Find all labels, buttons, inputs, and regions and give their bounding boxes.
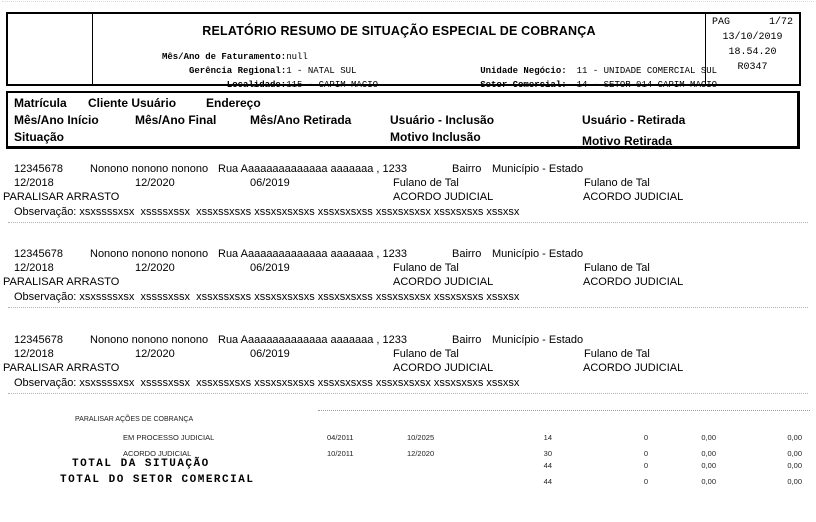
record-separator <box>8 222 808 223</box>
record-mes-final: 12/2020 <box>135 177 175 189</box>
summary-row-zero: 0 <box>643 433 648 442</box>
col-endereco: Endereço <box>206 96 261 110</box>
record-motivo-inclusao: ACORDO JUDICIAL <box>393 191 494 203</box>
faturamento-label: Mês/Ano de Faturamento: <box>161 52 287 62</box>
column-headers-box <box>6 91 800 149</box>
total-setor-value1: 0,00 <box>701 477 716 486</box>
record-block <box>0 329 816 399</box>
summary-row-value1: 0,00 <box>701 449 716 458</box>
total-setor-value2: 0,00 <box>787 477 802 486</box>
record-observacao: Observação: xsxssssxsx xssssxssx xssxssxsxs xssxsxsxsxs xssxsxsxss xssxsxsxsx xssxsxsxs xssxsx <box>14 291 520 303</box>
summary-row-date-start: 04/2011 <box>327 433 354 442</box>
total-setor-zero: 0 <box>643 477 648 486</box>
record-usuario-inclusao: Fulano de Tal <box>393 177 459 189</box>
col-motivo-retirada: Motivo Retirada <box>582 134 673 148</box>
record-usuario-retirada: Fulano de Tal <box>584 177 650 189</box>
col-matricula: Matrícula <box>14 96 67 110</box>
record-situacao: PARALISAR ARRASTO <box>3 362 120 374</box>
total-setor-row <box>0 474 816 488</box>
col-mes-final: Mês/Ano Final <box>135 113 217 127</box>
gerencia-label: Gerência Regional: <box>189 66 287 76</box>
record-observacao: Observação: xsxssssxsx xssssxssx xssxssxsxs xssxsxsxsxs xssxsxsxss xssxsxsxsx xssxsxsxs xssxsx <box>14 206 520 218</box>
page-info-box <box>705 14 799 84</box>
header-center-cell <box>93 14 718 90</box>
total-situacao-count: 44 <box>543 461 552 470</box>
record-separator <box>8 307 808 308</box>
record-municipio: Município - Estado <box>492 334 584 346</box>
summary-row-label: ACORDO JUDICIAL <box>123 449 192 458</box>
report-date: 13/10/2019 <box>722 32 783 43</box>
header-empty-cell <box>8 14 93 84</box>
summary-group-title: PARALISAR AÇÕES DE COBRANÇA <box>75 416 194 423</box>
total-situacao-value1: 0,00 <box>701 461 716 470</box>
setor-label: Setor Comercial: <box>480 80 567 90</box>
page-label: PAG <box>712 17 731 28</box>
summary-row-value2: 0,00 <box>787 449 802 458</box>
summary-row-value1: 0,00 <box>701 433 716 442</box>
summary-row-count: 30 <box>543 449 552 458</box>
total-setor-count: 44 <box>543 477 552 486</box>
record-matricula: 12345678 <box>14 334 63 346</box>
localidade-label: Localidade: <box>226 80 287 90</box>
record-usuario-retirada: Fulano de Tal <box>584 348 650 360</box>
summary-row-label: EM PROCESSO JUDICIAL <box>123 433 215 442</box>
record-usuario-inclusao: Fulano de Tal <box>393 348 459 360</box>
record-mes-retirada: 06/2019 <box>250 348 290 360</box>
record-block <box>0 158 816 228</box>
total-situacao-label: TOTAL DA SITUAÇÃO <box>72 458 210 470</box>
record-matricula: 12345678 <box>14 248 63 260</box>
record-mes-final: 12/2020 <box>135 262 175 274</box>
record-mes-inicio: 12/2018 <box>14 177 54 189</box>
record-mes-inicio: 12/2018 <box>14 348 54 360</box>
summary-row-value2: 0,00 <box>787 433 802 442</box>
report-code: R0347 <box>737 62 768 73</box>
total-situacao-row <box>0 458 816 472</box>
col-mes-inicio: Mês/Ano Início <box>14 113 99 127</box>
setor-value: 14 - SETOR 014 CAPIM MACIO <box>576 80 718 90</box>
col-mes-retirada: Mês/Ano Retirada <box>250 113 352 127</box>
total-situacao-value2: 0,00 <box>787 461 802 470</box>
localidade-value: 115 - CAPIM MACIO <box>286 80 379 90</box>
report-header-table <box>6 12 801 90</box>
record-mes-retirada: 06/2019 <box>250 177 290 189</box>
col-motivo-inclusao: Motivo Inclusão <box>390 130 481 144</box>
record-situacao: PARALISAR ARRASTO <box>3 191 120 203</box>
record-mes-inicio: 12/2018 <box>14 262 54 274</box>
record-mes-final: 12/2020 <box>135 348 175 360</box>
record-usuario-retirada: Fulano de Tal <box>584 262 650 274</box>
record-cliente: Nonono nonono nonono <box>90 334 209 346</box>
summary-row <box>0 433 816 447</box>
record-municipio: Município - Estado <box>492 163 584 175</box>
total-situacao-zero: 0 <box>643 461 648 470</box>
col-usuario-inclusao: Usuário - Inclusão <box>390 113 495 127</box>
col-usuario-retirada: Usuário - Retirada <box>582 113 686 127</box>
gerencia-value: 1 - NATAL SUL <box>286 66 357 76</box>
unidade-label: Unidade Negócio: <box>480 66 567 76</box>
record-endereco: Rua Aaaaaaaaaaaaaa aaaaaaa , 1233 <box>218 334 408 346</box>
faturamento-value: null <box>286 52 308 62</box>
record-motivo-retirada: ACORDO JUDICIAL <box>583 276 684 288</box>
record-bairro: Bairro <box>452 334 482 346</box>
record-motivo-inclusao: ACORDO JUDICIAL <box>393 276 494 288</box>
record-motivo-inclusao: ACORDO JUDICIAL <box>393 362 494 374</box>
unidade-value: 11 - UNIDADE COMERCIAL SUL <box>576 66 718 76</box>
record-situacao: PARALISAR ARRASTO <box>3 276 120 288</box>
record-block <box>0 243 816 313</box>
summary-row-date-start: 10/2011 <box>327 449 354 458</box>
summary-row-date-end: 12/2020 <box>407 449 435 458</box>
record-motivo-retirada: ACORDO JUDICIAL <box>583 362 684 374</box>
record-matricula: 12345678 <box>14 163 63 175</box>
summary-separator <box>318 410 810 411</box>
record-cliente: Nonono nonono nonono <box>90 163 209 175</box>
col-cliente: Cliente Usuário <box>88 96 177 110</box>
page-top-divider <box>2 1 814 2</box>
page-number: 1/72 <box>768 17 793 28</box>
record-motivo-retirada: ACORDO JUDICIAL <box>583 191 684 203</box>
record-observacao: Observação: xsxssssxsx xssssxssx xssxssxsxs xssxsxsxsxs xssxsxsxss xssxsxsxsx xssxsxsxs xssxsx <box>14 377 520 389</box>
record-municipio: Município - Estado <box>492 248 584 260</box>
col-situacao: Situação <box>14 130 65 144</box>
record-usuario-inclusao: Fulano de Tal <box>393 262 459 274</box>
record-mes-retirada: 06/2019 <box>250 262 290 274</box>
report-title: RELATÓRIO RESUMO DE SITUAÇÃO ESPECIAL DE COBRANÇA <box>202 24 596 38</box>
summary-row-date-end: 10/2025 <box>407 433 435 442</box>
record-cliente: Nonono nonono nonono <box>90 248 209 260</box>
record-endereco: Rua Aaaaaaaaaaaaaa aaaaaaa , 1233 <box>218 163 408 175</box>
record-endereco: Rua Aaaaaaaaaaaaaa aaaaaaa , 1233 <box>218 248 408 260</box>
record-bairro: Bairro <box>452 248 482 260</box>
summary-row-count: 14 <box>543 433 552 442</box>
report-time: 18.54.20 <box>728 47 777 58</box>
summary-row-zero: 0 <box>643 449 648 458</box>
total-setor-label: TOTAL DO SETOR COMERCIAL <box>60 474 255 486</box>
record-separator <box>8 393 808 394</box>
record-bairro: Bairro <box>452 163 482 175</box>
